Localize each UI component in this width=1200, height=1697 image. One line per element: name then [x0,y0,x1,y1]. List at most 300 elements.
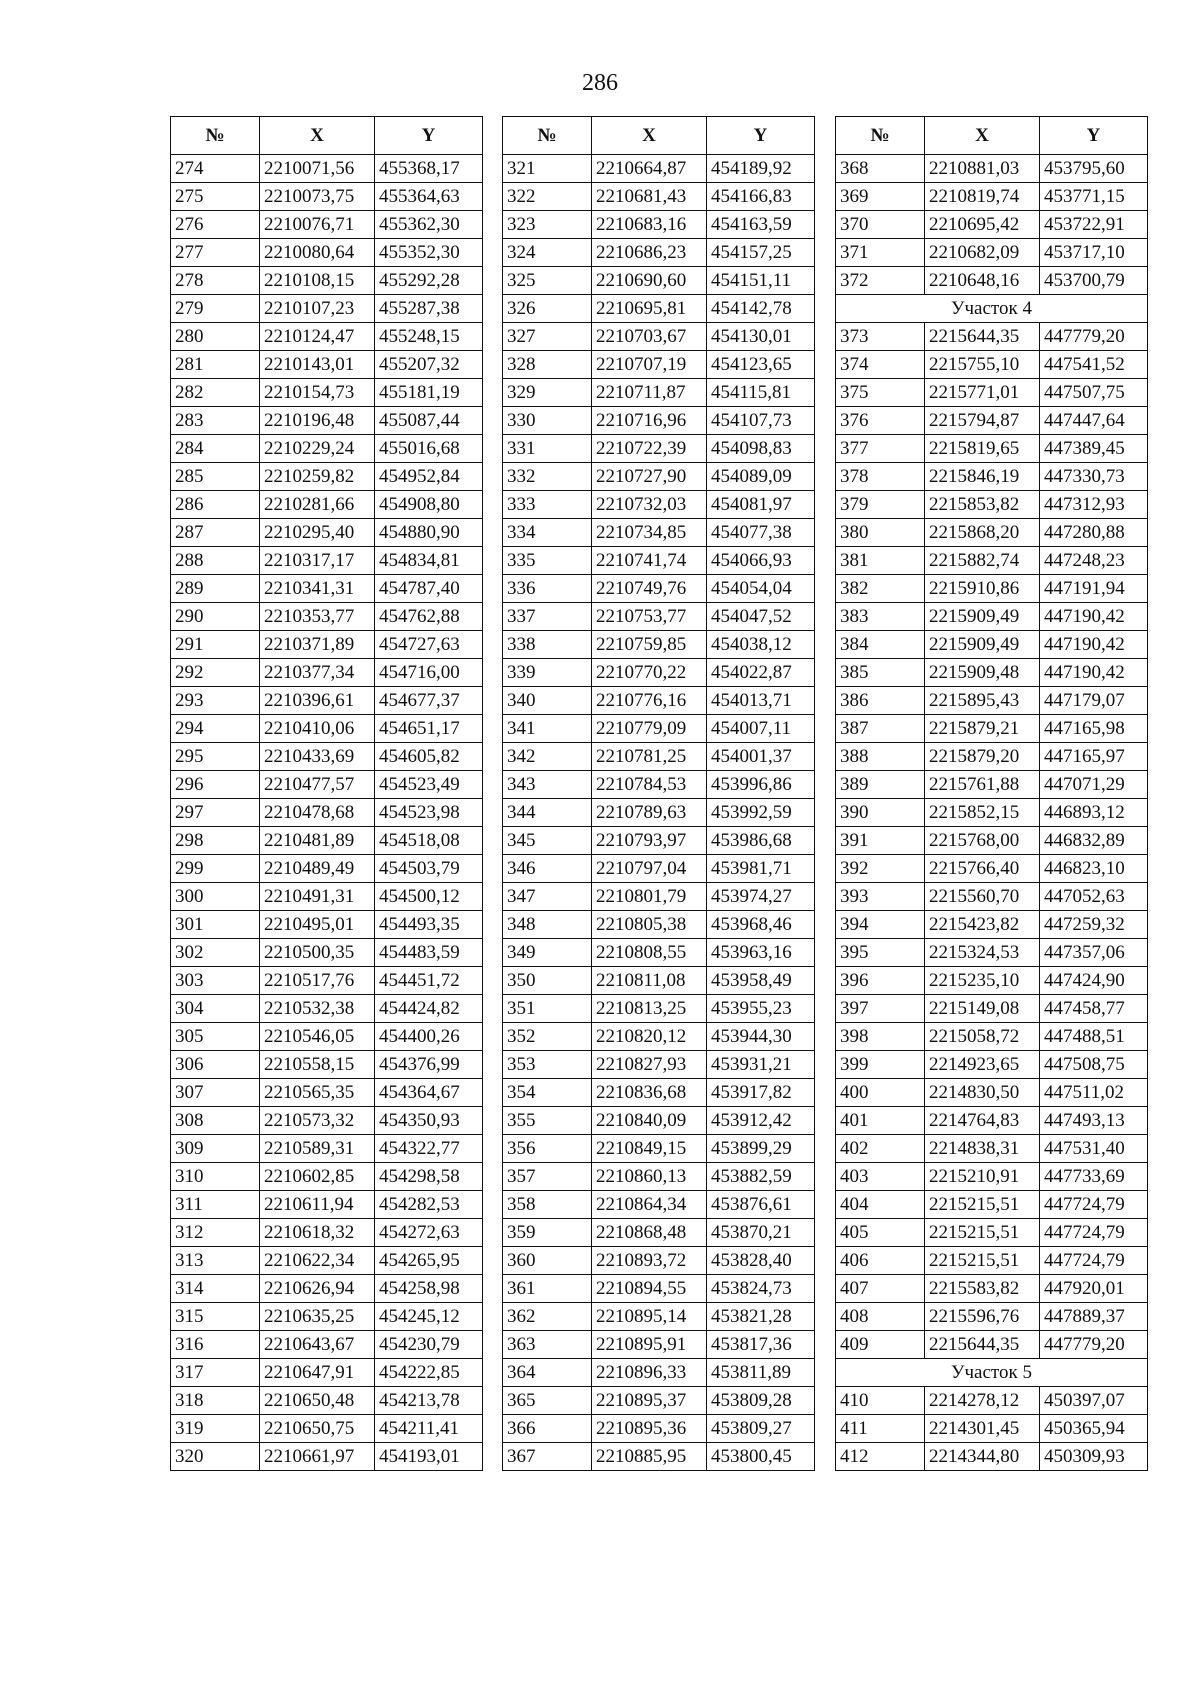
y-coordinate: 453876,61 [707,1191,815,1219]
x-coordinate: 2215868,20 [925,519,1040,547]
table-row [171,1247,483,1275]
point-number: 402 [836,1135,925,1163]
table-row [171,463,483,491]
point-number: 333 [503,491,592,519]
table-row [836,1415,1148,1443]
table-row [171,211,483,239]
x-coordinate: 2210734,85 [592,519,707,547]
table-row [503,1415,815,1443]
table-row [171,1415,483,1443]
point-number: 373 [836,323,925,351]
point-number: 364 [503,1359,592,1387]
table-row [503,603,815,631]
point-number: 341 [503,715,592,743]
x-coordinate: 2210500,35 [260,939,375,967]
x-coordinate: 2214278,12 [925,1387,1040,1415]
y-coordinate: 454213,78 [375,1387,483,1415]
table-row [171,267,483,295]
point-number: 353 [503,1051,592,1079]
y-coordinate: 454245,12 [375,1303,483,1331]
point-number: 336 [503,575,592,603]
table-row [836,183,1148,211]
point-number: 351 [503,995,592,1023]
table-row [836,547,1148,575]
table-row [503,239,815,267]
x-coordinate: 2210727,90 [592,463,707,491]
point-number: 354 [503,1079,592,1107]
y-coordinate: 447531,40 [1040,1135,1148,1163]
x-coordinate: 2210808,55 [592,939,707,967]
x-coordinate: 2215215,51 [925,1219,1040,1247]
point-number: 383 [836,603,925,631]
x-coordinate: 2210759,85 [592,631,707,659]
y-coordinate: 454166,83 [707,183,815,211]
x-coordinate: 2214301,45 [925,1415,1040,1443]
x-coordinate: 2210622,34 [260,1247,375,1275]
point-number: 400 [836,1079,925,1107]
point-number: 404 [836,1191,925,1219]
table-row [503,659,815,687]
x-coordinate: 2210643,67 [260,1331,375,1359]
point-number: 314 [171,1275,260,1303]
x-coordinate: 2215215,51 [925,1247,1040,1275]
y-coordinate: 446832,89 [1040,827,1148,855]
x-coordinate: 2210076,71 [260,211,375,239]
table-row [836,967,1148,995]
x-coordinate: 2210154,73 [260,379,375,407]
x-coordinate: 2210353,77 [260,603,375,631]
x-coordinate: 2210478,68 [260,799,375,827]
table-row [171,1107,483,1135]
table-row [503,323,815,351]
table-row [171,967,483,995]
y-coordinate: 453986,68 [707,827,815,855]
y-coordinate: 454727,63 [375,631,483,659]
point-number: 403 [836,1163,925,1191]
y-coordinate: 447507,75 [1040,379,1148,407]
point-number: 401 [836,1107,925,1135]
x-coordinate: 2210770,22 [592,659,707,687]
table-row [836,743,1148,771]
x-coordinate: 2210558,15 [260,1051,375,1079]
point-number: 411 [836,1415,925,1443]
x-coordinate: 2215583,82 [925,1275,1040,1303]
x-coordinate: 2210893,72 [592,1247,707,1275]
y-coordinate: 454272,63 [375,1219,483,1247]
point-number: 352 [503,1023,592,1051]
y-coordinate: 454222,85 [375,1359,483,1387]
coordinates-table-2 [502,116,815,1471]
table-row [503,995,815,1023]
y-coordinate: 454376,99 [375,1051,483,1079]
table-row [503,883,815,911]
point-number: 329 [503,379,592,407]
y-coordinate: 454081,97 [707,491,815,519]
y-coordinate: 454282,53 [375,1191,483,1219]
table-row [836,687,1148,715]
x-coordinate: 2210811,08 [592,967,707,995]
point-number: 323 [503,211,592,239]
table-row [836,995,1148,1023]
x-coordinate: 2210703,67 [592,323,707,351]
y-coordinate: 454157,25 [707,239,815,267]
table-row [503,1387,815,1415]
x-coordinate: 2210895,14 [592,1303,707,1331]
y-coordinate: 455368,17 [375,155,483,183]
y-coordinate: 454350,93 [375,1107,483,1135]
y-coordinate: 453870,21 [707,1219,815,1247]
table-row [171,547,483,575]
table-row [171,911,483,939]
x-coordinate: 2210741,74 [592,547,707,575]
y-coordinate: 447312,93 [1040,491,1148,519]
point-number: 340 [503,687,592,715]
table-row [171,435,483,463]
table-row [836,407,1148,435]
x-coordinate: 2210602,85 [260,1163,375,1191]
point-number: 358 [503,1191,592,1219]
point-number: 287 [171,519,260,547]
x-coordinate: 2210108,15 [260,267,375,295]
y-coordinate: 447190,42 [1040,603,1148,631]
x-coordinate: 2210377,34 [260,659,375,687]
table-row [171,771,483,799]
y-coordinate: 453828,40 [707,1247,815,1275]
x-coordinate: 2210896,33 [592,1359,707,1387]
table-row [171,1023,483,1051]
x-coordinate: 2210860,13 [592,1163,707,1191]
y-coordinate: 453917,82 [707,1079,815,1107]
table-row [171,1303,483,1331]
x-coordinate: 2210107,23 [260,295,375,323]
y-coordinate: 450397,07 [1040,1387,1148,1415]
point-number: 292 [171,659,260,687]
table-row [836,155,1148,183]
table-row [171,183,483,211]
x-coordinate: 2215768,00 [925,827,1040,855]
table-row [503,827,815,855]
y-coordinate: 454258,98 [375,1275,483,1303]
y-coordinate: 454098,83 [707,435,815,463]
y-coordinate: 454230,79 [375,1331,483,1359]
x-coordinate: 2210489,49 [260,855,375,883]
x-coordinate: 2210477,57 [260,771,375,799]
y-coordinate: 454424,82 [375,995,483,1023]
y-coordinate: 446893,12 [1040,799,1148,827]
y-coordinate: 455352,30 [375,239,483,267]
table-row [171,491,483,519]
point-number: 397 [836,995,925,1023]
x-coordinate: 2215853,82 [925,491,1040,519]
point-number: 310 [171,1163,260,1191]
x-coordinate: 2210481,89 [260,827,375,855]
y-coordinate: 454089,09 [707,463,815,491]
y-coordinate: 447190,42 [1040,631,1148,659]
y-coordinate: 454038,12 [707,631,815,659]
point-number: 313 [171,1247,260,1275]
table-row [171,155,483,183]
table-row [503,771,815,799]
point-number: 407 [836,1275,925,1303]
y-coordinate: 453811,89 [707,1359,815,1387]
point-number: 398 [836,1023,925,1051]
y-coordinate: 454523,98 [375,799,483,827]
x-coordinate: 2210827,93 [592,1051,707,1079]
x-coordinate: 2210836,68 [592,1079,707,1107]
point-number: 279 [171,295,260,323]
section-row [836,295,1148,323]
x-coordinate: 2214764,83 [925,1107,1040,1135]
y-coordinate: 447190,42 [1040,659,1148,687]
point-number: 319 [171,1415,260,1443]
x-coordinate: 2210840,09 [592,1107,707,1135]
point-number: 282 [171,379,260,407]
x-coordinate: 2210784,53 [592,771,707,799]
page-number: 286 [582,70,618,96]
point-number: 317 [171,1359,260,1387]
point-number: 306 [171,1051,260,1079]
point-number: 382 [836,575,925,603]
y-coordinate: 454066,93 [707,547,815,575]
table-row [836,939,1148,967]
point-number: 286 [171,491,260,519]
table-row [503,155,815,183]
x-coordinate: 2215761,88 [925,771,1040,799]
point-number: 377 [836,435,925,463]
y-coordinate: 454054,04 [707,575,815,603]
point-number: 363 [503,1331,592,1359]
x-coordinate: 2210895,36 [592,1415,707,1443]
table-row [836,883,1148,911]
x-coordinate: 2210695,81 [592,295,707,323]
table-row [836,911,1148,939]
point-number: 356 [503,1135,592,1163]
x-coordinate: 2210517,76 [260,967,375,995]
y-coordinate: 455364,63 [375,183,483,211]
table-row [171,1443,483,1471]
point-number: 309 [171,1135,260,1163]
table-row [836,1387,1148,1415]
x-coordinate: 2210753,77 [592,603,707,631]
y-coordinate: 453944,30 [707,1023,815,1051]
table-row [503,939,815,967]
x-coordinate: 2210895,37 [592,1387,707,1415]
point-number: 331 [503,435,592,463]
table-row [836,1443,1148,1471]
table-row [171,351,483,379]
x-coordinate: 2210819,74 [925,183,1040,211]
x-coordinate: 2210647,91 [260,1359,375,1387]
table-row [503,1107,815,1135]
point-number: 366 [503,1415,592,1443]
point-number: 384 [836,631,925,659]
y-coordinate: 454151,11 [707,267,815,295]
x-coordinate: 2210532,38 [260,995,375,1023]
table-row [503,967,815,995]
point-number: 345 [503,827,592,855]
table-row [171,883,483,911]
x-coordinate: 2215058,72 [925,1023,1040,1051]
table-row [503,855,815,883]
table-row [503,1331,815,1359]
y-coordinate: 454400,26 [375,1023,483,1051]
y-coordinate: 453700,79 [1040,267,1148,295]
y-coordinate: 453817,36 [707,1331,815,1359]
point-number: 312 [171,1219,260,1247]
table-row [836,855,1148,883]
section-title: Участок 4 [836,295,1148,323]
x-coordinate: 2215879,20 [925,743,1040,771]
table-row [836,239,1148,267]
x-coordinate: 2210779,09 [592,715,707,743]
y-coordinate: 454716,00 [375,659,483,687]
x-coordinate: 2210410,06 [260,715,375,743]
table-row [836,1303,1148,1331]
x-coordinate: 2210868,48 [592,1219,707,1247]
table-row [836,267,1148,295]
table-row [171,1219,483,1247]
y-coordinate: 455287,38 [375,295,483,323]
y-coordinate: 447779,20 [1040,1331,1148,1359]
y-coordinate: 454518,08 [375,827,483,855]
table-row [836,211,1148,239]
point-number: 281 [171,351,260,379]
table-row [836,1135,1148,1163]
y-coordinate: 447493,13 [1040,1107,1148,1135]
point-number: 328 [503,351,592,379]
table-row [503,1359,815,1387]
x-coordinate: 2210789,63 [592,799,707,827]
y-coordinate: 454503,79 [375,855,483,883]
y-coordinate: 454834,81 [375,547,483,575]
x-coordinate: 2210618,32 [260,1219,375,1247]
point-number: 289 [171,575,260,603]
x-coordinate: 2215215,51 [925,1191,1040,1219]
y-coordinate: 454115,81 [707,379,815,407]
header-x: X [592,117,707,155]
table-row [836,771,1148,799]
x-coordinate: 2210611,94 [260,1191,375,1219]
x-coordinate: 2210801,79 [592,883,707,911]
point-number: 326 [503,295,592,323]
point-number: 288 [171,547,260,575]
table-row [503,575,815,603]
y-coordinate: 447389,45 [1040,435,1148,463]
y-coordinate: 447447,64 [1040,407,1148,435]
x-coordinate: 2210661,97 [260,1443,375,1471]
x-coordinate: 2210686,23 [592,239,707,267]
header-y: Y [375,117,483,155]
x-coordinate: 2210281,66 [260,491,375,519]
point-number: 346 [503,855,592,883]
point-number: 337 [503,603,592,631]
y-coordinate: 453800,45 [707,1443,815,1471]
point-number: 374 [836,351,925,379]
x-coordinate: 2210664,87 [592,155,707,183]
y-coordinate: 447052,63 [1040,883,1148,911]
table-row [171,519,483,547]
y-coordinate: 454651,17 [375,715,483,743]
x-coordinate: 2215149,08 [925,995,1040,1023]
y-coordinate: 454483,59 [375,939,483,967]
x-coordinate: 2210849,15 [592,1135,707,1163]
table-row [503,491,815,519]
header-y: Y [1040,117,1148,155]
coordinates-table-1 [170,116,483,1471]
point-number: 372 [836,267,925,295]
table-row [171,1135,483,1163]
y-coordinate: 453899,29 [707,1135,815,1163]
point-number: 365 [503,1387,592,1415]
table-row [503,351,815,379]
point-number: 347 [503,883,592,911]
table-row [836,435,1148,463]
y-coordinate: 453955,23 [707,995,815,1023]
header-number: № [171,117,260,155]
x-coordinate: 2210229,24 [260,435,375,463]
x-coordinate: 2210648,16 [925,267,1040,295]
x-coordinate: 2210341,31 [260,575,375,603]
x-coordinate: 2214838,31 [925,1135,1040,1163]
x-coordinate: 2215235,10 [925,967,1040,995]
y-coordinate: 454013,71 [707,687,815,715]
y-coordinate: 447280,88 [1040,519,1148,547]
y-coordinate: 454762,88 [375,603,483,631]
x-coordinate: 2210894,55 [592,1275,707,1303]
point-number: 291 [171,631,260,659]
point-number: 394 [836,911,925,939]
point-number: 308 [171,1107,260,1135]
table-row [503,687,815,715]
point-number: 349 [503,939,592,967]
point-number: 293 [171,687,260,715]
y-coordinate: 454163,59 [707,211,815,239]
x-coordinate: 2215644,35 [925,323,1040,351]
x-coordinate: 2215846,19 [925,463,1040,491]
y-coordinate: 453824,73 [707,1275,815,1303]
point-number: 390 [836,799,925,827]
point-number: 355 [503,1107,592,1135]
table-row [836,827,1148,855]
y-coordinate: 446823,10 [1040,855,1148,883]
table-row [836,1107,1148,1135]
x-coordinate: 2210695,42 [925,211,1040,239]
y-coordinate: 455248,15 [375,323,483,351]
x-coordinate: 2210805,38 [592,911,707,939]
x-coordinate: 2215819,65 [925,435,1040,463]
point-number: 391 [836,827,925,855]
x-coordinate: 2215910,86 [925,575,1040,603]
table-row [503,1051,815,1079]
y-coordinate: 454500,12 [375,883,483,911]
point-number: 321 [503,155,592,183]
y-coordinate: 455362,30 [375,211,483,239]
x-coordinate: 2215771,01 [925,379,1040,407]
y-coordinate: 455207,32 [375,351,483,379]
x-coordinate: 2210895,91 [592,1331,707,1359]
point-number: 392 [836,855,925,883]
y-coordinate: 447248,23 [1040,547,1148,575]
x-coordinate: 2210143,01 [260,351,375,379]
y-coordinate: 454677,37 [375,687,483,715]
y-coordinate: 454364,67 [375,1079,483,1107]
x-coordinate: 2210683,16 [592,211,707,239]
x-coordinate: 2215324,53 [925,939,1040,967]
x-coordinate: 2210711,87 [592,379,707,407]
y-coordinate: 454077,38 [707,519,815,547]
point-number: 386 [836,687,925,715]
y-coordinate: 454880,90 [375,519,483,547]
